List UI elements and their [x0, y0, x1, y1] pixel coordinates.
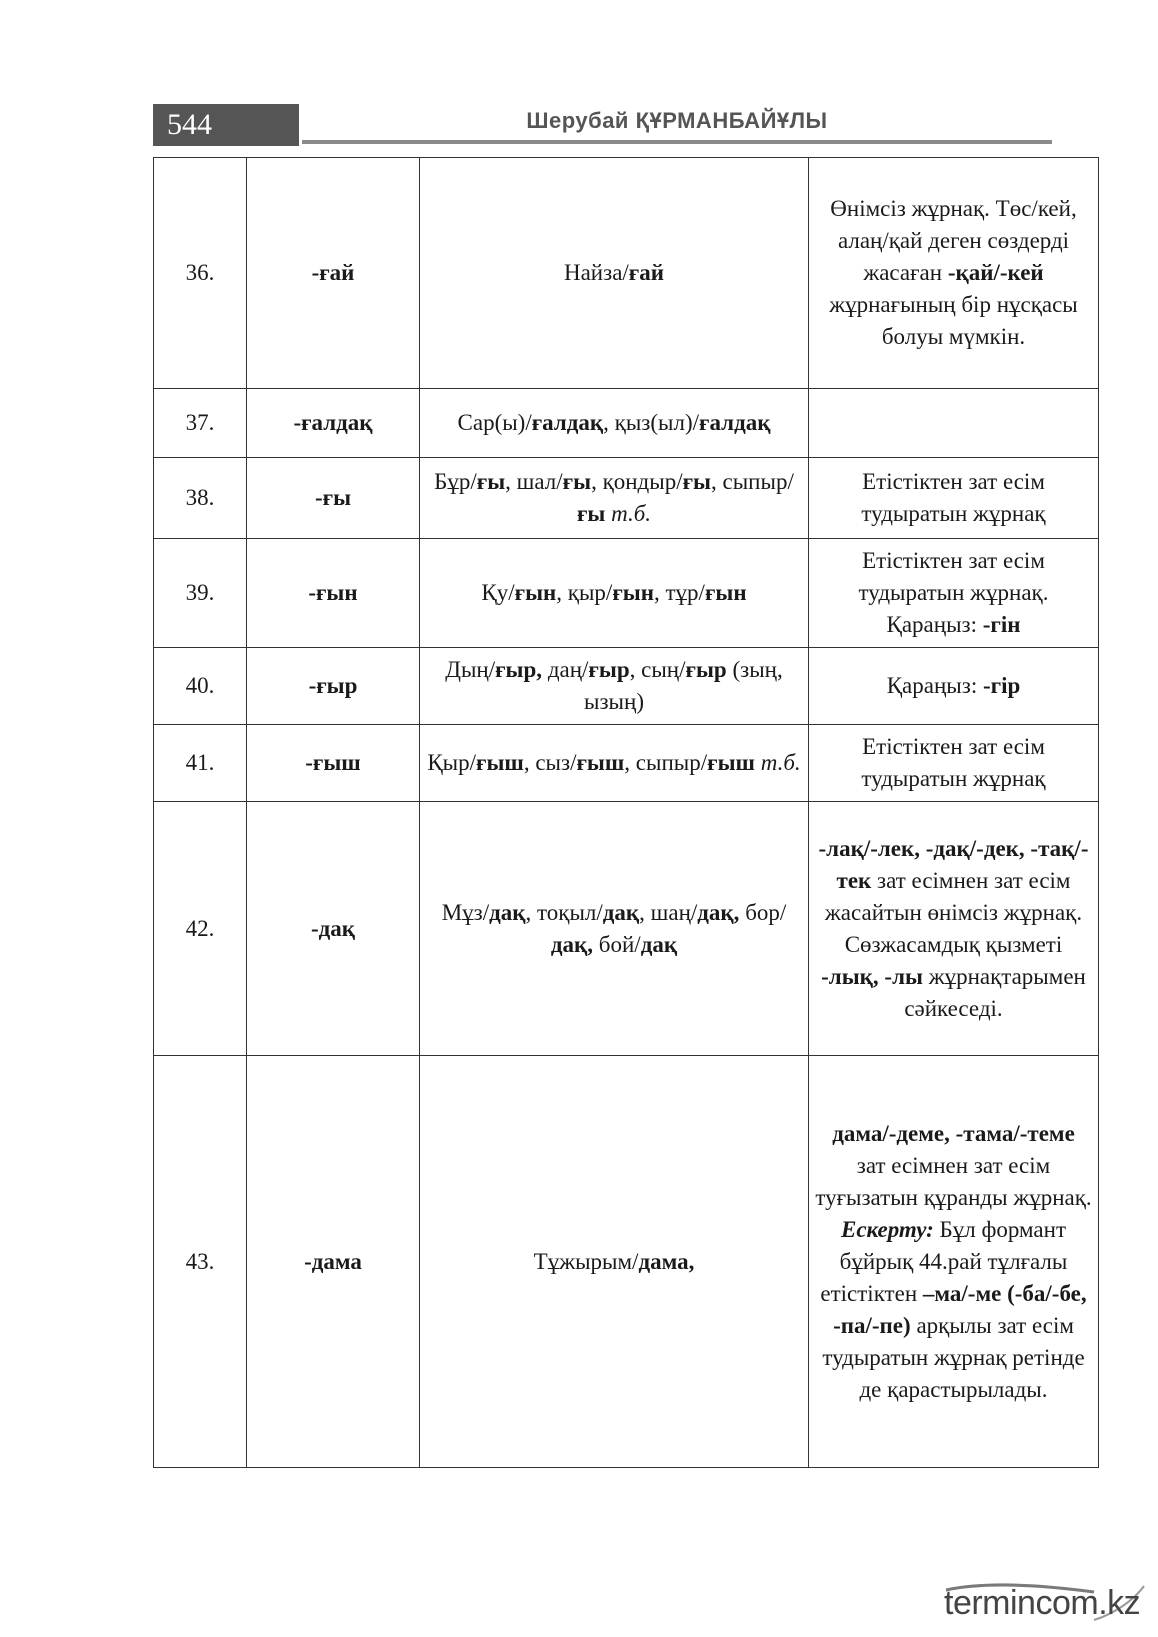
text-run: , тұр/ [653, 580, 705, 605]
example-cell [420, 648, 809, 725]
note-cell [809, 802, 1099, 1056]
example-cell [420, 802, 809, 1056]
suffix-cell: -ғын [247, 539, 420, 648]
example-cell [420, 389, 809, 458]
suffix-cell: -дама [247, 1056, 420, 1468]
text-run: ғы [576, 501, 606, 526]
text-run: , сың/ [629, 657, 686, 682]
text-run: , қыз(ыл)/ [603, 410, 700, 435]
text-run: (зың, ызың) [584, 657, 783, 714]
suffix-cell: -ғыш [247, 725, 420, 802]
text-run: дақ [640, 931, 678, 957]
note-cell [809, 389, 1099, 458]
text-run: Сар(ы)/ [457, 410, 532, 435]
text-run: ғай [628, 260, 664, 285]
row-number: 41. [154, 725, 247, 802]
header-rule [302, 140, 1052, 144]
text-run: т.б. [611, 501, 652, 526]
row-number: 36. [154, 158, 247, 389]
note-cell [809, 539, 1099, 648]
running-title: Шерубай ҚҰРМАНБАЙҰЛЫ [526, 108, 828, 133]
note-cell [809, 725, 1099, 802]
row-number: 38. [154, 458, 247, 539]
row-number: 37. [154, 389, 247, 458]
example-cell [420, 539, 809, 648]
table-row [154, 458, 1099, 539]
row-number: 42. [154, 802, 247, 1056]
text-run: , қондыр/ [591, 469, 683, 494]
text-run: , шал/ [505, 469, 563, 494]
text-run: -лақ/-лек, -дақ/-дек, -тақ/-тек [818, 835, 1089, 893]
suffix-table [153, 157, 1099, 1468]
watermark-text: termincom.kz [944, 1584, 1141, 1622]
text-run: ғыш [707, 750, 755, 775]
text-run: Бұл формант бұйрық 44.рай тұлғалы етістіктен [820, 1216, 1068, 1306]
table-row [154, 389, 1099, 458]
text-run: Мұз/ [441, 899, 490, 925]
text-run: Өнімсіз жұрнақ. Төс/кей, алаң/қай деген сөздерді жасаған [830, 196, 1077, 285]
table-row [154, 725, 1099, 802]
text-run: ғыр, [495, 657, 543, 682]
text-run: дақ, [697, 899, 740, 925]
text-run: -гін [982, 612, 1021, 637]
text-run: зат есімнен зат есім жасайтын өнімсіз жұрнақ. Сөзжасамдық қызметі [824, 867, 1083, 957]
table-row [154, 539, 1099, 648]
text-run: ғалдақ [699, 410, 771, 435]
text-run: Тұжырым/ [533, 1248, 639, 1274]
table-row [154, 1056, 1099, 1468]
text-run: арқылы зат есім тудыратын жұрнақ ретінде де қарастырылады. [822, 1312, 1085, 1402]
text-run: дақ [602, 899, 640, 925]
text-run: , қыр/ [556, 580, 613, 605]
text-run: Бұр/ [434, 469, 477, 494]
page-header [153, 104, 1052, 146]
text-run: ғын [514, 580, 557, 605]
table-row [154, 648, 1099, 725]
text-run: ғын [612, 580, 654, 605]
text-run: , сыз/ [523, 750, 577, 775]
text-run: ғыш [576, 750, 625, 775]
text-run: жұрнақтарымен сәйкеседі. [904, 963, 1086, 1021]
text-run: , шаң/ [639, 899, 698, 925]
watermark-logo [944, 1580, 1154, 1630]
text-run: -қай/-кей [947, 260, 1044, 285]
suffix-cell: -дақ [247, 802, 420, 1056]
suffix-cell: -ғыр [247, 648, 420, 725]
text-run: ғы [476, 469, 506, 494]
text-run: Етістіктен зат есім тудыратын жұрнақ [861, 469, 1046, 526]
note-cell [809, 648, 1099, 725]
text-run: Қараңыз: [886, 673, 983, 698]
text-run: Қыр/ [427, 750, 476, 775]
text-run: дақ [489, 899, 526, 925]
table-row [154, 802, 1099, 1056]
text-run: ғын [704, 580, 747, 605]
text-run: , сыпыр/ [624, 750, 708, 775]
suffix-cell: -ғай [247, 158, 420, 389]
text-run: дақ, [550, 931, 594, 957]
text-run: даң/ [542, 657, 589, 682]
text-run: Етістіктен зат есім тудыратын жұрнақ. Қараңыз: [858, 548, 1049, 637]
example-cell [420, 725, 809, 802]
text-run: т.б. [760, 750, 801, 775]
table-row [154, 158, 1099, 389]
example-cell [420, 1056, 809, 1468]
text-run: , сыпыр/ [711, 469, 794, 494]
row-number: 43. [154, 1056, 247, 1468]
text-run: дама/-деме, -тама/-теме [832, 1120, 1075, 1146]
text-run: Найза/ [563, 260, 629, 285]
suffix-cell: -ғы [247, 458, 420, 539]
text-run: -гір [982, 673, 1021, 698]
text-run: зат есімнен зат есім туғызатын құранды жұрнақ. [815, 1152, 1092, 1210]
note-cell [809, 158, 1099, 389]
text-run: Дың/ [445, 657, 496, 682]
note-cell [809, 458, 1099, 539]
text-run: Қу/ [481, 580, 515, 605]
text-run: –ма/-ме (-ба/-бе, -па/-пе) [833, 1280, 1087, 1338]
text-run: ғыр [588, 657, 630, 682]
page-number: 544 [153, 104, 299, 146]
text-run: ғалдақ [531, 410, 604, 435]
text-run: бор/ [739, 899, 787, 925]
row-number: 39. [154, 539, 247, 648]
text-run: Ескерту: [840, 1216, 934, 1242]
text-run: ғы [682, 469, 712, 494]
text-run: жұрнағының бір нұсқасы болуы мүмкін. [829, 292, 1078, 349]
text-run: Етістіктен зат есім тудыратын жұрнақ [861, 734, 1046, 791]
suffix-cell: -ғалдақ [247, 389, 420, 458]
text-run: , тоқыл/ [525, 899, 603, 925]
text-run: ғыр [685, 657, 727, 682]
text-run: ғы [562, 469, 592, 494]
text-run: бой/ [593, 931, 641, 957]
text-run: дама, [638, 1248, 695, 1274]
example-cell [420, 458, 809, 539]
text-run: ғыш [476, 750, 524, 775]
text-run: -лық, -лы [821, 963, 923, 989]
row-number: 40. [154, 648, 247, 725]
example-cell [420, 158, 809, 389]
note-cell [809, 1056, 1099, 1468]
